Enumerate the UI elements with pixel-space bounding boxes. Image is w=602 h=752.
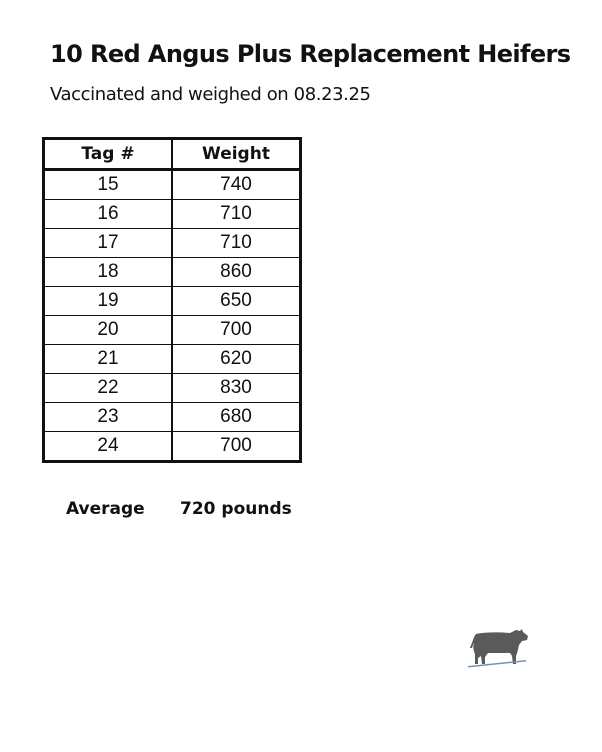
tag-cell: 22 (44, 374, 173, 403)
weight-cell: 860 (172, 258, 301, 287)
tag-cell: 17 (44, 229, 173, 258)
table-body (44, 170, 301, 462)
weight-cell: 650 (172, 287, 301, 316)
tag-cell: 23 (44, 403, 173, 432)
table-row (44, 287, 301, 316)
column-header-tag: Tag # (44, 139, 173, 170)
table-row (44, 345, 301, 374)
weight-cell: 700 (172, 316, 301, 345)
weight-cell: 740 (172, 170, 301, 200)
page-subtitle: Vaccinated and weighed on 08.23.25 (50, 84, 371, 105)
cow-icon (466, 626, 530, 670)
page-title: 10 Red Angus Plus Replacement Heifers (50, 40, 571, 68)
tag-cell: 21 (44, 345, 173, 374)
tag-cell: 24 (44, 432, 173, 462)
table-row (44, 374, 301, 403)
tag-cell: 20 (44, 316, 173, 345)
column-header-weight: Weight (172, 139, 301, 170)
tag-cell: 18 (44, 258, 173, 287)
table-row (44, 200, 301, 229)
tag-cell: 16 (44, 200, 173, 229)
table-row (44, 432, 301, 462)
table-row (44, 170, 301, 200)
weight-cell: 830 (172, 374, 301, 403)
weights-table (42, 137, 302, 463)
weight-cell: 710 (172, 229, 301, 258)
weight-cell: 620 (172, 345, 301, 374)
tag-cell: 15 (44, 170, 173, 200)
table-row (44, 316, 301, 345)
weight-cell: 710 (172, 200, 301, 229)
weight-cell: 680 (172, 403, 301, 432)
table-row (44, 403, 301, 432)
table-row (44, 258, 301, 287)
tag-cell: 19 (44, 287, 173, 316)
average-label: Average (66, 499, 145, 519)
average-value: 720 pounds (180, 499, 292, 519)
weight-cell: 700 (172, 432, 301, 462)
table-header-row (44, 139, 301, 170)
table-row (44, 229, 301, 258)
